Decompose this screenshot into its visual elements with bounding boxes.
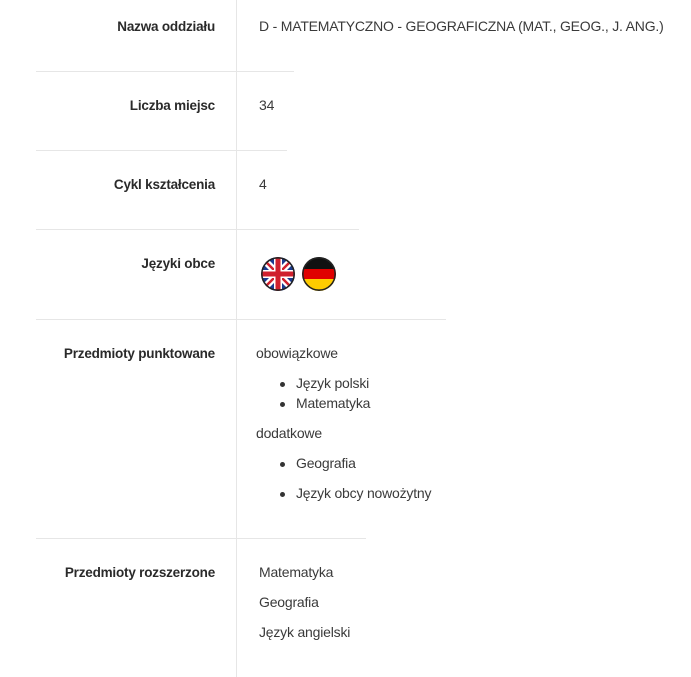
- column-divider: [236, 0, 237, 677]
- list-item: Matematyka: [259, 564, 334, 580]
- row-divider-segment: [237, 71, 294, 72]
- bullet: [280, 382, 285, 387]
- row-divider: [36, 150, 236, 151]
- list-item: Język polski: [296, 375, 370, 391]
- list-item: Język obcy nowożytny: [296, 485, 432, 501]
- row-divider: [36, 319, 236, 320]
- row-divider: [36, 71, 236, 72]
- value-cycle: 4: [259, 176, 267, 192]
- list-item: Geografia: [259, 594, 319, 610]
- label-cycle: Cykl kształcenia: [113, 177, 215, 192]
- value-class-name: D - MATEMATYCZNO - GEOGRAFICZNA (MAT., GEOG., J. ANG.): [259, 18, 664, 34]
- list-item: Matematyka: [296, 395, 371, 411]
- label-class-name: Nazwa oddziału: [117, 19, 215, 34]
- bullet: [280, 402, 285, 407]
- row-divider-segment: [237, 229, 359, 230]
- list-item: Język angielski: [259, 624, 351, 640]
- germany-flag-icon: [302, 257, 336, 291]
- list-item: Geografia: [296, 455, 356, 471]
- mandatory-heading: obowiązkowe: [256, 345, 338, 361]
- row-divider: [36, 229, 236, 230]
- label-languages: Języki obce: [141, 256, 215, 271]
- label-seats: Liczba miejsc: [129, 98, 215, 113]
- additional-heading: dodatkowe: [256, 425, 322, 441]
- bullet: [280, 462, 285, 467]
- row-divider-segment: [237, 538, 366, 539]
- label-scored-subjects: Przedmioty punktowane: [63, 346, 215, 361]
- uk-flag-icon: [261, 257, 295, 291]
- value-seats: 34: [259, 97, 275, 113]
- label-extended-subjects: Przedmioty rozszerzone: [64, 565, 215, 580]
- row-divider-segment: [237, 150, 287, 151]
- row-divider-segment: [237, 319, 446, 320]
- bullet: [280, 492, 285, 497]
- row-divider: [36, 538, 236, 539]
